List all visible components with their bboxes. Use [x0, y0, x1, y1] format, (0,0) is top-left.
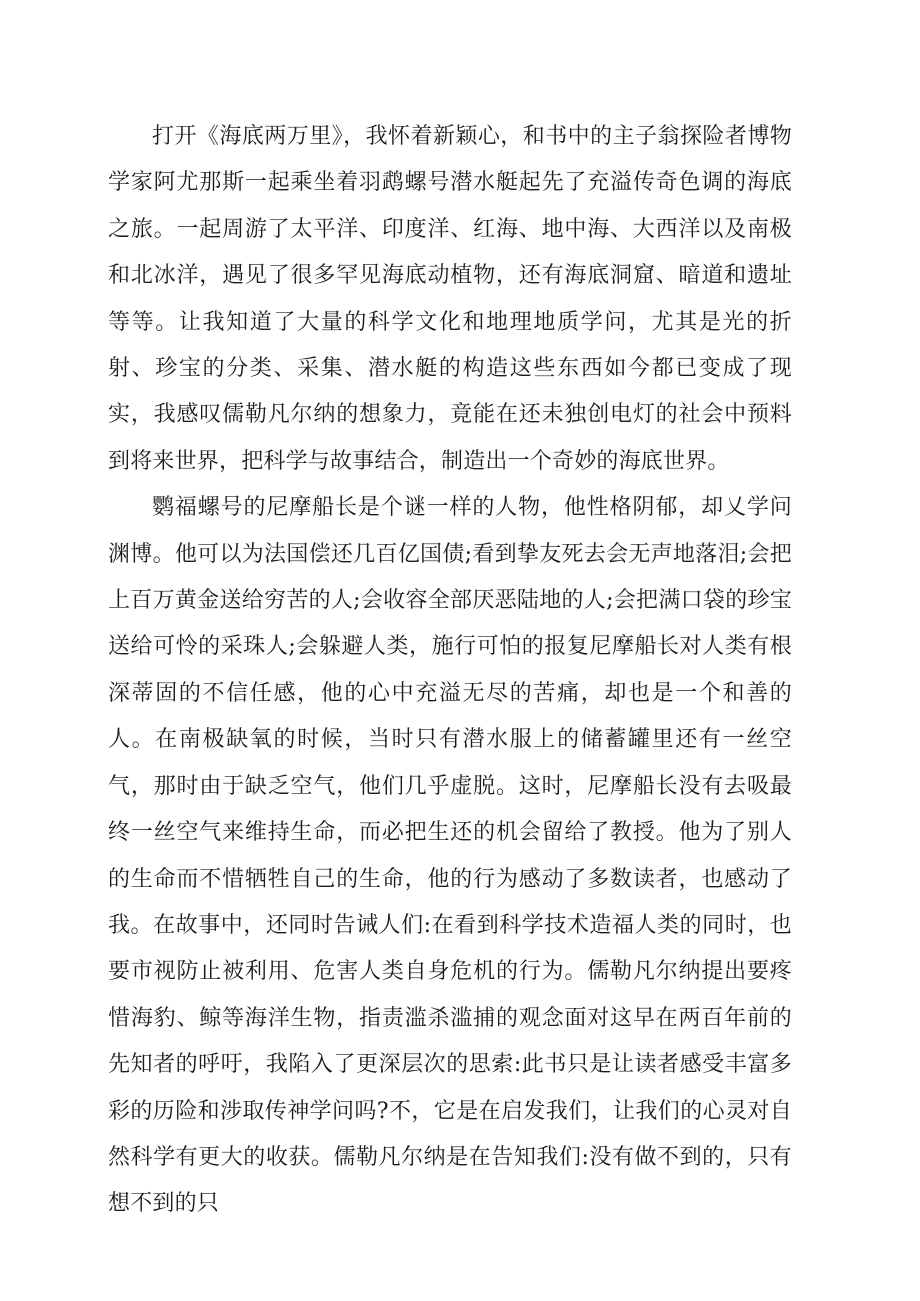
paragraph-1: 打开《海底两万里》，我怀着新颖心，和书中的主子翁探险者博物学家阿尤那斯一起乘坐着羽鹉螺号潜水艇起先了充溢传奇色调的海底之旅。一起周游了太平洋、印度洋、红海、地中海、大西洋以及南极和北冰洋，遇见了很多罕见海底动植物，还有海底洞窟、暗道和遗址等等。让我知道了大量的科学文化和地理地质学问，尤其是光的折射、珍宝的分类、采集、潜水艇的构造这些东西如今都已变成了现实，我感叹儒勒凡尔纳的想象力，竟能在还未独创电灯的社会中预料到将来世界，把科学与故事结合，制造出一个奇妙的海底世界。 [108, 124, 792, 474]
document-body [108, 114, 792, 1228]
paragraph-2: 鹦福螺号的尼摩船长是个谜一样的人物，他性格阴郁，却乂学问渊博。他可以为法国偿还几百亿国债;看到挚友死去会无声地落泪;会把上百万黄金送给穷苦的人;会收容全部厌恶陆地的人;会把满口袋的珍宝送给可怜的采珠人;会躲避人类，施行可怕的报复尼摩船长对人类有根深蒂固的不信任感，他的心中充溢无尽的苦痛，却也是一个和善的人。在南极缺氧的时候，当时只有潜水服上的储蓄罐里还有一丝空气，那时由于缺乏空气，他们几乎虚脱。这时，尼摩船长没有去吸最终一丝空气来维持生命，而必把生还的机会留给了教授。他为了别人的生命而不惜牺牲自己的生命，他的行为感动了多数读者，也感动了我。在故事中，还同时告诫人们:在看到科学技术造福人类的同时，也要市视防止被利用、危害人类自身危机的行为。儒勒凡尔纳提出要疼惜海豹、鲸等海洋生物，指责滥杀滥捕的观念面对这早在两百年前的先知者的呼吁，我陷入了更深层次的思索:此书只是让读者感受丰富多彩的历险和涉取传神学问吗?不，它是在启发我们，让我们的心灵对自然科学有更大的收获。儒勒凡尔纳是在告知我们:没有做不到的，只有想不到的只 [108, 495, 792, 1217]
